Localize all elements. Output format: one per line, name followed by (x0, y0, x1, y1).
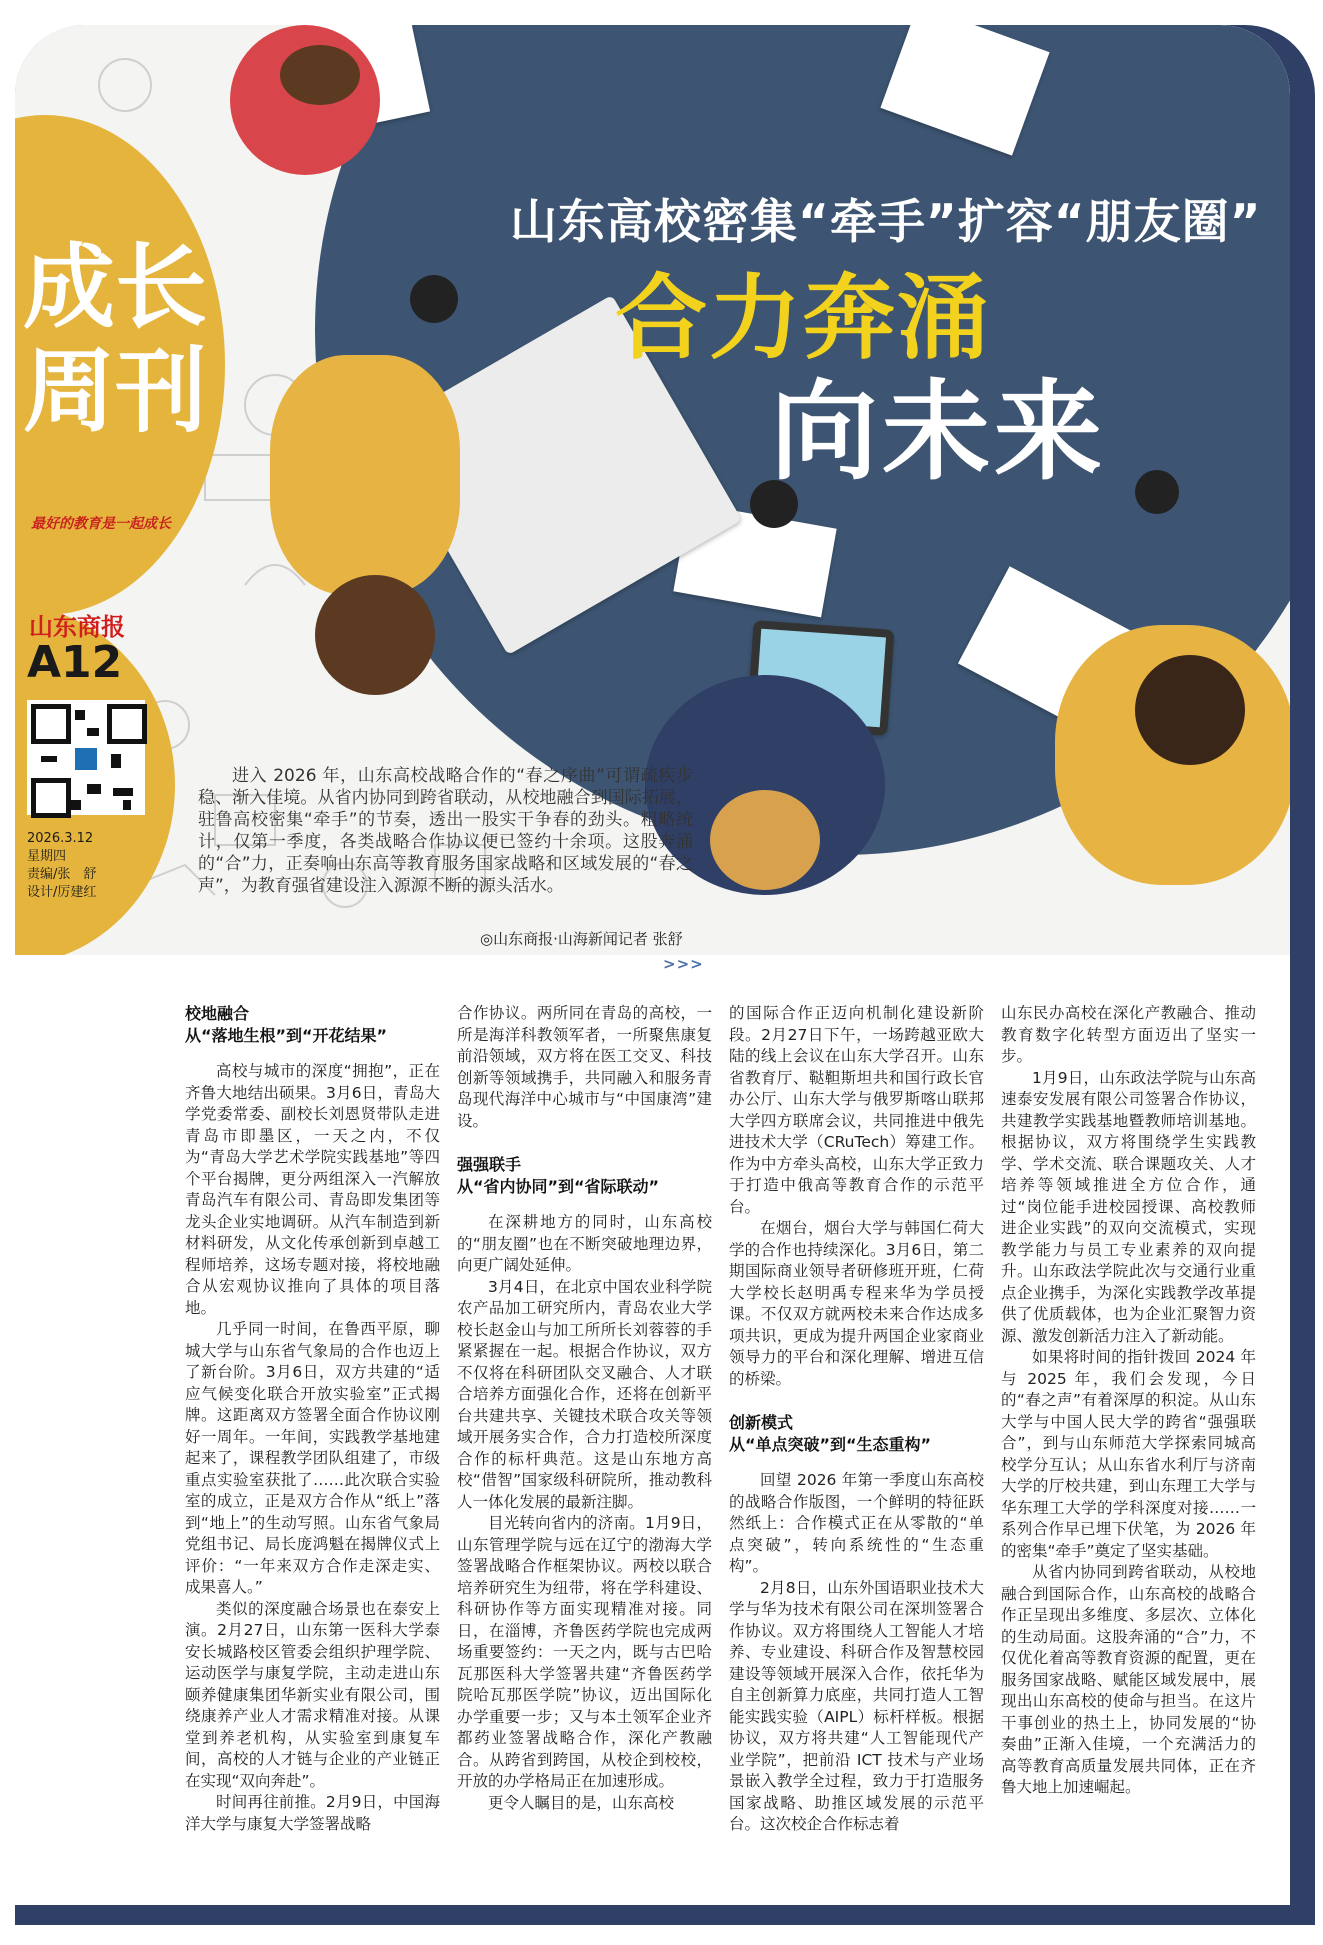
paragraph: 1月9日，山东政法学院与山东高速泰安发展有限公司签署合作协议，共建教学实践基地暨教师培训基地。根据协议，双方将围绕学生实践教学、学术交流、联合课题攻关、人才培养等领域推进全方位合作，通过“岗位能手进校园授课、高校教师进企业实践”的双向交流模式，实现教学能力与员工专业素养的双向提升。山东政法学院此次与交通行业重点企业携手，为深化实践教学改革提供了优质载体，也为企业汇聚智力资源、激发创新活力注入了新动能。 (1001, 1068, 1256, 1345)
newspaper-page (15, 25, 1290, 1905)
section-subtitle: 从“省内协同”到“省际联动” (457, 1177, 660, 1196)
column-1 (185, 1003, 440, 1835)
person-head (280, 45, 360, 105)
hero-illustration (15, 25, 1290, 955)
page-number: A12 (27, 637, 123, 688)
byline: ◎山东商报·山海新闻记者 张舒 (480, 930, 683, 948)
paragraph: 2月8日，山东外国语职业技术大学与华为技术有限公司在深圳签署合作协议。双方将围绕人工智能人才培养、专业建设、科研合作及智慧校园建设等领域开展深入合作，依托华为自主创新算力底座，共同打造人工智能实践实验（AIPL）标杆样板。根据协议，双方将共建“人工智能现代产业学院”，把前沿 ICT 技术与产业场景嵌入教学全过程，致力于打造服务国家战略、助推区域发展的示范平台。这次校企合作标志着 (729, 1578, 984, 1833)
issue-meta (27, 830, 96, 902)
paragraph: 高校与城市的深度“拥抱”，正在齐鲁大地结出硕果。3月6日，青岛大学党委常委、副校长刘恩贤带队走进青岛市即墨区，一天之内，不仅为“青岛大学艺术学院实践基地”等四个平台揭牌，更分两组深入一汽解放青岛汽车有限公司、青岛即发集团等龙头企业实地调研。从汽车制造到新材料研发，从文化传承创新到卓越工程师培养，这场专题对接，将校地融合从宏观协议推向了具体的项目落地。 (185, 1062, 440, 1317)
paragraph: 类似的深度融合场景也在泰安上演。2月27日，山东第一医科大学泰安长城路校区管委会组织护理学院、运动医学与康复学院，主动走进山东颐养健康集团华新实业有限公司，围绕康养产业人才需求精准对接。从课堂到养老机构，从实验室到康复车间，高校的人才链与企业的产业链正在实现“双向奔赴”。 (185, 1599, 440, 1790)
paragraph: 回望 2026 年第一季度山东高校的战略合作版图，一个鲜明的特征跃然纸上：合作模式正在从零散的“单点突破”，转向系统性的“生态重构”。 (729, 1471, 984, 1575)
designer-credit: 设计/厉建红 (27, 885, 97, 900)
paragraph: 从省内协同到跨省联动，从校地融合到国际合作，山东高校的战略合作正呈现出多维度、多层次、立体化的生动局面。这股奔涌的“合”力，不仅优化着高等教育资源的配置，更在服务国家战略、赋能区域发展中，展现出山东高校的使命与担当。在这片干事创业的热土上，协同发展的“协奏曲”正渐入佳境，一个充满活力的高等教育高质量发展共同体，正在齐鲁大地上加速崛起。 (1001, 1563, 1256, 1796)
qr-code[interactable] (27, 700, 145, 815)
person-head (1135, 655, 1245, 765)
issue-date: 2026.3.12 (27, 831, 94, 846)
masthead-line1: 成长 (23, 233, 208, 341)
headline-line1: 合力奔涌 (615, 265, 992, 372)
headline-kicker: 山东高校密集“牵手”扩容“朋友圈” (510, 195, 1262, 250)
paper-name: 山东商报 (29, 613, 125, 641)
paragraph: 几乎同一时间，在鲁西平原，聊城大学与山东省气象局的合作也迈上了新台阶。3月6日，双方共建的“适应气候变化联合开放实验室”正式揭牌。这距离双方签署全面合作协议刚好一周年。一年间，实践教学基地建起来了，课程教学团队组建了，市级重点实验室获批了……此次联合实验室的成立，正是双方合作从“纸上”落到“地上”的生动写照。山东省气象局党组书记、局长庞鸿魁在揭牌仪式上评价：“一年来双方合作走深走实、成果喜人。” (185, 1320, 440, 1596)
continue-arrows: >>> (663, 955, 704, 973)
paragraph: 目光转向省内的济南。1月9日，山东管理学院与远在辽宁的渤海大学签署战略合作框架协议。两校以联合培养研究生为纽带，将在学科建设、科研协作等方面实现精准对接。同日，在淄博，齐鲁医药学院也完成两场重要签约：一天之内，既与古巴哈瓦那医科大学签署共建“齐鲁医药学院哈瓦那医学院”协议，迈出国际化办学重要一步；又与本土领军企业齐都药业签署战略合作，深化产教融合。从跨省到跨国，从校企到校校，开放的办学格局正在加速形成。 (457, 1514, 712, 1790)
person-yellow (270, 355, 460, 595)
person-head (315, 575, 435, 695)
column-2 (457, 1003, 712, 1814)
column-3 (729, 1003, 984, 1836)
paragraph: 的国际合作正迈向机制化建设新阶段。2月27日下午，一场跨越亚欧大陆的线上会议在山东大学召开。山东省教育厅、鞑靼斯坦共和国行政长官办公厅、山东大学与俄罗斯喀山联邦大学四方联席会议，共同推进中俄先进技术大学（CRuTech）筹建工作。作为中方牵头高校，山东大学正致力于打造中俄高等教育合作的示范平台。 (729, 1004, 984, 1216)
column-4 (1001, 1003, 1256, 1799)
article-body (185, 1003, 1265, 1903)
paragraph: 在烟台，烟台大学与韩国仁荷大学的合作也持续深化。3月6日，第二期国际商业领导者研修班开班，仁荷大学校长赵明禹专程来华为学员授课。不仅双方就两校未来合作达成多项共识，更成为提升两国企业家商业领导力的平台和深化理解、增进互信的桥梁。 (729, 1219, 984, 1388)
paragraph: 如果将时间的指针拨回 2024 年与 2025 年，我们会发现，今日的“春之声”有着深厚的积淀。从山东大学与中国人民大学的跨省“强强联合”，到与山东师范大学探索同城高校学分互认；从山东省水利厅与济南大学的厅校共建，到山东理工大学与华东理工大学的学科深度对接……一系列合作早已埋下伏笔，为 2026 年的密集“牵手”奠定了坚实基础。 (1001, 1348, 1256, 1560)
paragraph: 在深耕地方的同时，山东高校的“朋友圈”也在不断突破地理边界，向更广阔处延伸。 (457, 1213, 712, 1274)
headline-line2: 向未来 (770, 370, 1107, 495)
paragraph: 3月4日，在北京中国农业科学院农产品加工研究所内，青岛农业大学校长赵金山与加工所所长刘蓉蓉的手紧紧握在一起。根据合作协议，双方不仅将在科研团队交叉融合、人才联合培养方面强化合作，还将在创新平台共建共享、关键技术联合攻关等领域开展务实合作，合力打造校所深度合作的标杆典范。这是山东地方高校“借智”国家级科研院所，推动教科人一体化发展的最新注脚。 (457, 1277, 712, 1511)
section-subtitle: 从“落地生根”到“开花结果” (185, 1026, 388, 1045)
person-head (710, 790, 820, 890)
paragraph: 更令人瞩目的是，山东高校 (488, 1793, 675, 1812)
issue-weekday: 星期四 (27, 849, 67, 864)
editor-credit: 责编/张 舒 (27, 867, 97, 882)
coffee-cup (1135, 470, 1179, 514)
section-title: 校地融合 (185, 1004, 250, 1023)
masthead-slogan: 最好的教育是一起成长 (31, 516, 171, 532)
masthead-line2: 周刊 (23, 337, 208, 445)
section-subtitle: 从“单点突破”到“生态重构” (729, 1435, 932, 1454)
paragraph: 合作协议。两所同在青岛的高校，一所是海洋科教领军者，一所聚焦康复前沿领域，双方将在医工交叉、科技创新等领域携手，共同融入和服务青岛现代海洋中心城市与“中国康湾”建设。 (457, 1004, 712, 1130)
paragraph: 时间再往前推。2月9日，中国海洋大学与康复大学签署战略 (185, 1793, 440, 1833)
paragraph: 山东民办高校在深化产教融合、推动教育数字化转型方面迈出了坚实一步。 (1001, 1004, 1256, 1065)
lead-paragraph: 进入 2026 年，山东高校战略合作的“春之序曲”可谓疏疾步稳、渐入佳境。从省内协同到跨省联动，从校地融合到国际拓展，驻鲁高校密集“牵手”的节奏，透出一股实干争春的劲头。粗略统计，仅第一季度，各类战略合作协议便已签约十余项。这股奔涌的“合”力，正奏响山东高等教育服务国家战略和区域发展的“春之声”，为教育强省建设注入源源不断的源头活水。 (198, 766, 693, 896)
masthead-title (23, 235, 207, 443)
section-title: 强强联手 (457, 1155, 522, 1174)
section-title: 创新模式 (729, 1413, 794, 1432)
coffee-cup (410, 275, 458, 323)
